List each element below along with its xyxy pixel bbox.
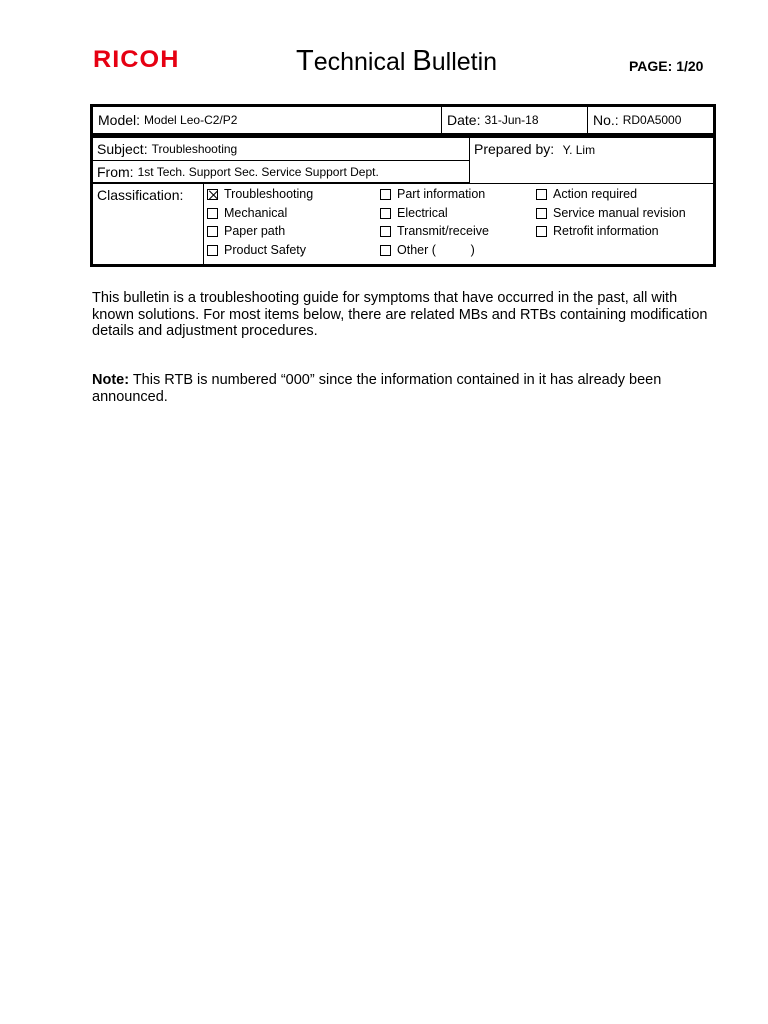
option-label: Troubleshooting — [224, 187, 314, 201]
checkbox-icon[interactable] — [207, 226, 218, 237]
intro-paragraph: This bulletin is a troubleshooting guide for symptoms that have occurred in the past, all with known solutions. For most items below, there are related MBs and RTBs containing modification details and adjustment procedures. — [92, 290, 708, 339]
date-value: 31-Jun-18 — [484, 113, 539, 127]
number-cell — [587, 107, 713, 133]
option-label: Other ( ) — [397, 243, 475, 257]
title-initial-t: T — [296, 45, 314, 77]
option-retrofit-information[interactable] — [536, 224, 659, 238]
ricoh-logo: RICOH — [93, 46, 180, 73]
option-other[interactable] — [380, 243, 475, 257]
checkbox-icon[interactable] — [536, 226, 547, 237]
option-mechanical[interactable] — [207, 206, 287, 220]
option-label: Part information — [397, 187, 486, 201]
checkbox-icon[interactable] — [536, 208, 547, 219]
subject-cell — [93, 138, 469, 160]
checkbox-icon[interactable] — [380, 189, 391, 200]
from-row — [93, 160, 469, 183]
option-label: Service manual revision — [553, 206, 686, 220]
option-electrical[interactable] — [380, 206, 448, 220]
classification-divider — [93, 183, 713, 184]
option-label: Mechanical — [224, 206, 288, 220]
option-label: Action required — [553, 187, 638, 201]
model-box — [90, 104, 716, 136]
from-cell — [93, 161, 379, 182]
checkbox-icon[interactable] — [536, 189, 547, 200]
info-box — [90, 135, 716, 267]
option-action-required[interactable] — [536, 187, 637, 201]
page-title — [296, 45, 497, 78]
checkbox-icon[interactable] — [380, 208, 391, 219]
checkbox-icon[interactable] — [380, 245, 391, 256]
option-paper-path[interactable] — [207, 224, 285, 238]
subject-label: Subject: — [97, 141, 148, 157]
model-label: Model: — [98, 112, 141, 128]
option-label: Product Safety — [224, 243, 306, 257]
option-transmit-receive[interactable] — [380, 224, 489, 238]
model-value: Model Leo-C2/P2 — [144, 113, 238, 127]
option-troubleshooting[interactable] — [207, 187, 313, 201]
title-rest-1: echnical — [313, 48, 413, 76]
checkbox-icon[interactable] — [380, 226, 391, 237]
checked-checkbox-icon[interactable] — [207, 189, 218, 200]
option-part-information[interactable] — [380, 187, 485, 201]
date-label: Date: — [447, 112, 481, 128]
checkbox-icon[interactable] — [207, 208, 218, 219]
option-label: Retrofit information — [553, 224, 659, 238]
checkbox-icon[interactable] — [207, 245, 218, 256]
classification-column-divider — [203, 183, 204, 264]
classification-label: Classification: — [97, 187, 184, 203]
prepared-cell — [469, 138, 713, 183]
note-text: This RTB is numbered “000” since the information contained in it has already been announced. — [92, 372, 662, 405]
title-rest-2: ulletin — [431, 48, 498, 76]
option-label: Paper path — [224, 224, 286, 238]
prepared-value: Y. Lim — [562, 143, 596, 157]
option-label: Electrical — [397, 206, 448, 220]
model-cell — [93, 107, 441, 133]
subject-value: Troubleshooting — [151, 142, 238, 156]
from-label: From: — [97, 163, 134, 180]
number-value: RD0A5000 — [622, 113, 682, 127]
note-label: Note: — [92, 372, 130, 388]
option-product-safety[interactable] — [207, 243, 306, 257]
page-number: PAGE: 1/20 — [629, 58, 704, 74]
prepared-label: Prepared by: — [474, 141, 555, 157]
title-initial-b: B — [412, 45, 432, 77]
option-label: Transmit/receive — [397, 224, 489, 238]
from-value: 1st Tech. Support Sec. Service Support Dept. — [137, 164, 379, 179]
note-paragraph — [92, 372, 712, 405]
number-label: No.: — [593, 112, 619, 128]
date-cell — [441, 107, 587, 133]
option-service-manual-revision[interactable] — [536, 206, 686, 220]
